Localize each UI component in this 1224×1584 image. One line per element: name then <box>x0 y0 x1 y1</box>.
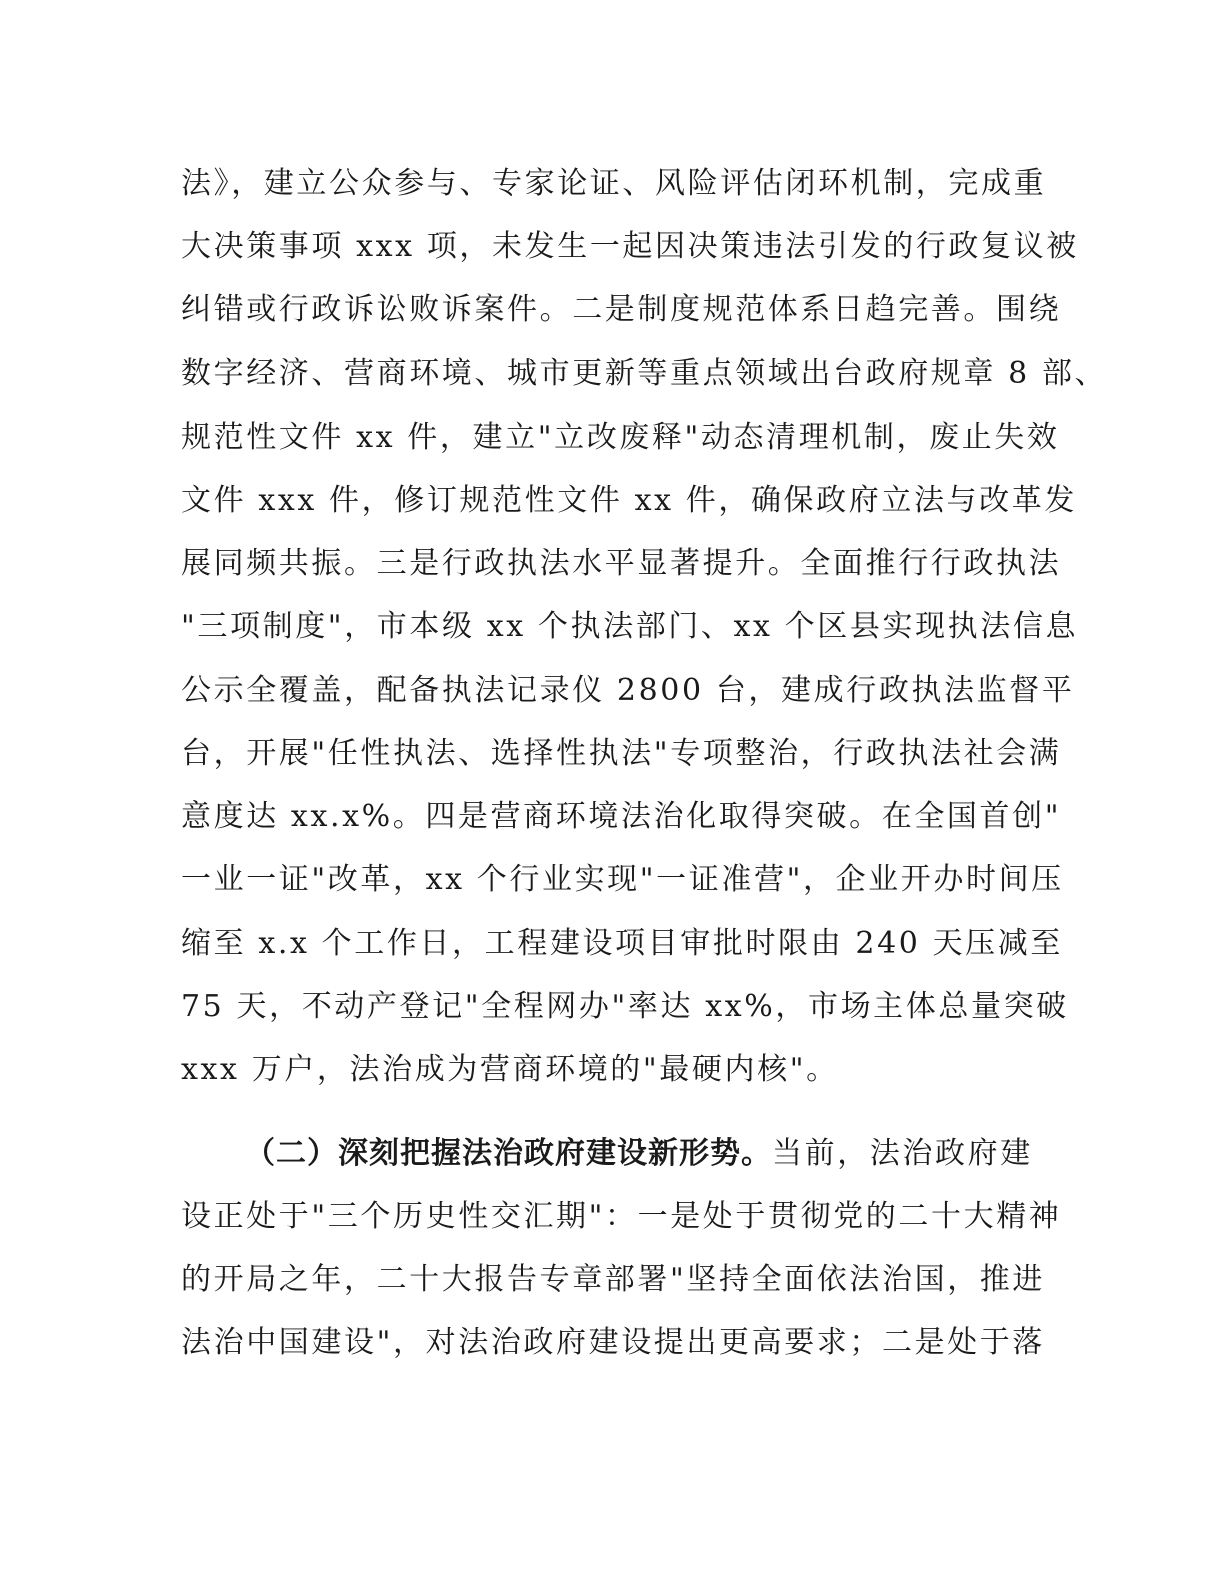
text-line: 纠错或行政诉讼败诉案件。二是制度规范体系日趋完善。围绕 <box>181 292 1062 327</box>
text-line: 设正处于"三个历史性交汇期"：一是处于贯彻党的二十大精神 <box>181 1199 1062 1234</box>
text-line: 数字经济、营商环境、城市更新等重点领域出台政府规章 8 部、 <box>181 356 1108 391</box>
text-line: 意度达 xx.x%。四是营商环境法治化取得突破。在全国首创" <box>181 799 1062 834</box>
text-line: "三项制度"，市本级 xx 个执法部门、xx 个区县实现执法信息 <box>181 609 1079 644</box>
text-line: 大决策事项 xxx 项，未发生一起因决策违法引发的行政复议被 <box>181 229 1079 264</box>
section-heading: （二）深刻把握法治政府建设新形势。 <box>245 1136 772 1171</box>
text-line: 展同频共振。三是行政执法水平显著提升。全面推行行政执法 <box>181 546 1062 581</box>
section-heading-line <box>245 1134 1033 1174</box>
text-line: 法治中国建设"，对法治政府建设提出更高要求；二是处于落 <box>181 1325 1045 1360</box>
text-line: 缩至 x.x 个工作日，工程建设项目审批时限由 240 天压减至 <box>181 926 1063 961</box>
text-line: 规范性文件 xx 件，建立"立改废释"动态清理机制，废止失效 <box>181 420 1060 455</box>
text-line: 75 天，不动产登记"全程网办"率达 xx%，市场主体总量突破 <box>181 989 1069 1024</box>
text-line: 文件 xxx 件，修订规范性文件 xx 件，确保政府立法与改革发 <box>181 483 1077 518</box>
text-line: 的开局之年，二十大报告专章部署"坚持全面依法治国，推进 <box>181 1262 1045 1297</box>
text-line: 一业一证"改革，xx 个行业实现"一证准营"，企业开办时间压 <box>181 862 1064 897</box>
text-line: 法》，建立公众参与、专家论证、风险评估闭环机制，完成重 <box>181 166 1047 201</box>
text-fragment: 当前，法治政府建 <box>772 1136 1033 1171</box>
text-line: xxx 万户，法治成为营商环境的"最硬内核"。 <box>181 1052 839 1087</box>
text-line: 台，开展"任性执法、选择性执法"专项整治，行政执法社会满 <box>181 736 1062 771</box>
text-line: 公示全覆盖，配备执法记录仪 2800 台，建成行政执法监督平 <box>181 673 1075 708</box>
